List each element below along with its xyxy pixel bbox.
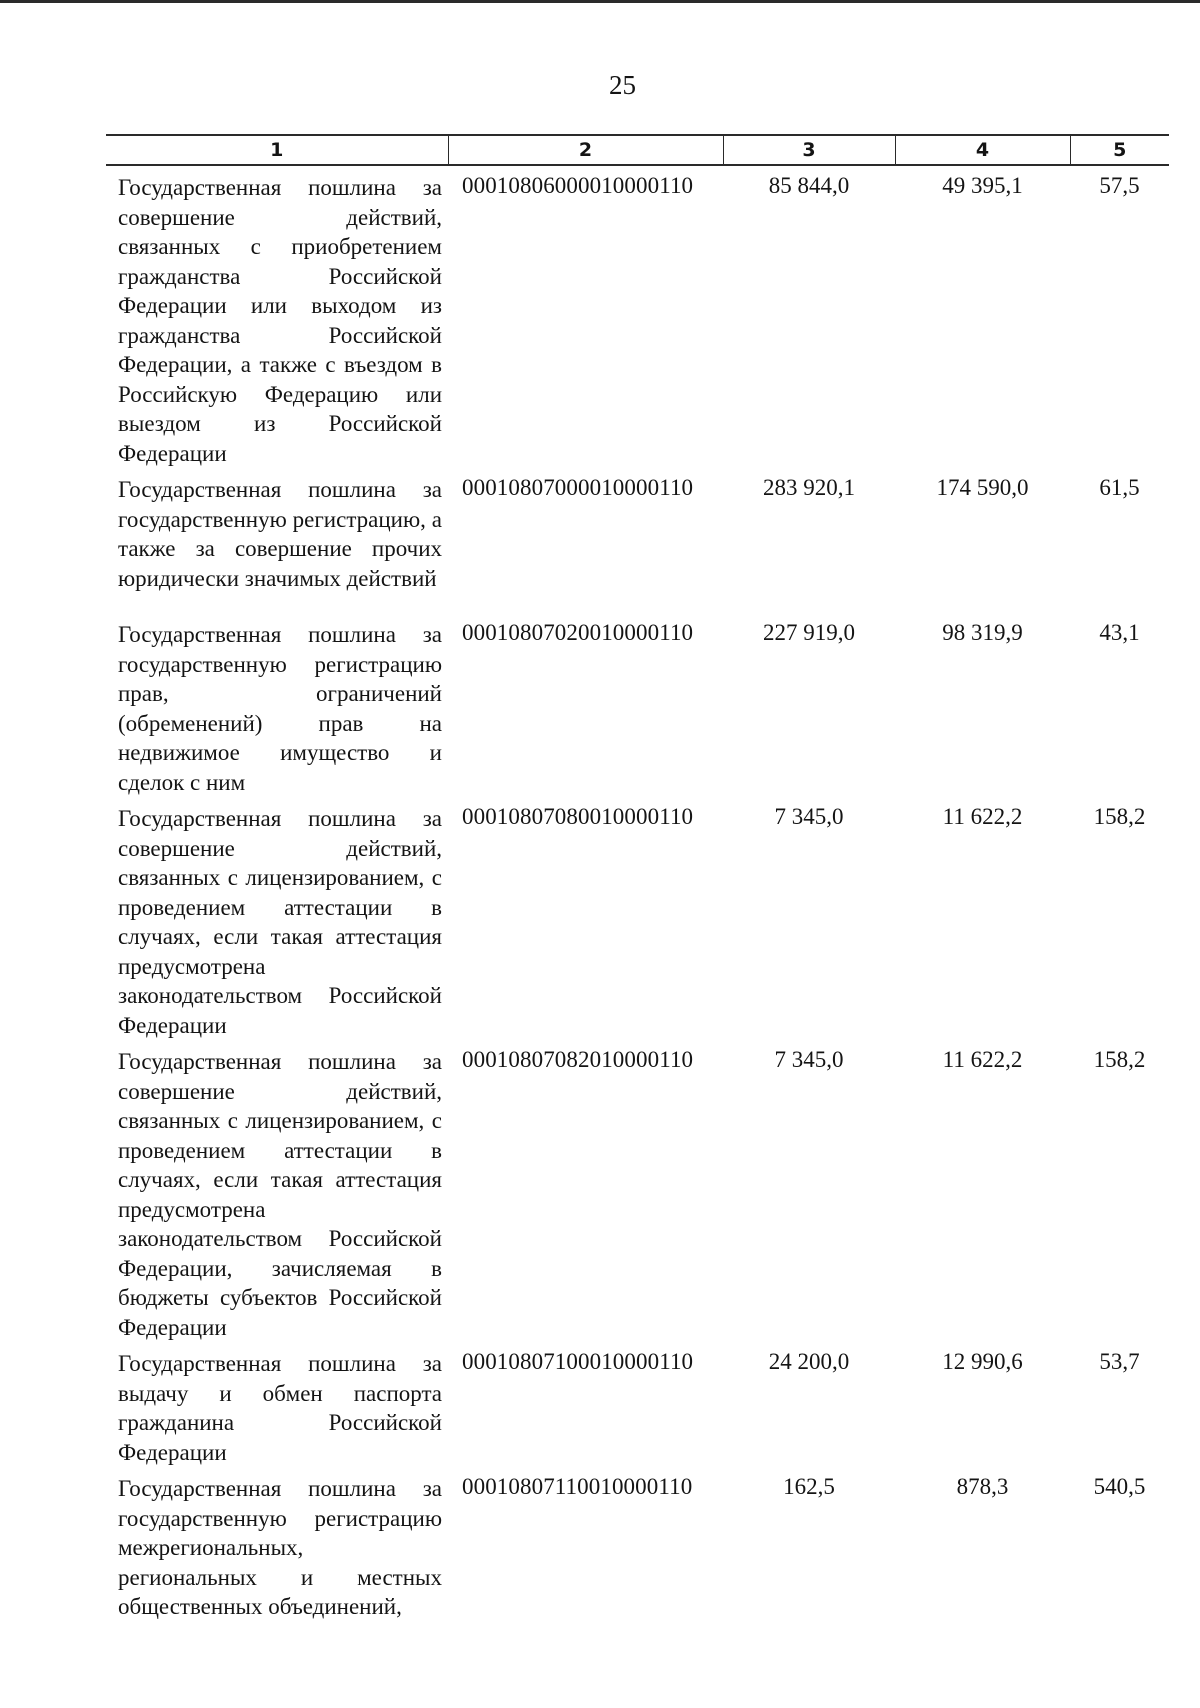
table-row: [106, 1342, 1169, 1467]
table-row: [106, 1040, 1169, 1342]
header-col-1: 1: [106, 135, 448, 165]
header-row: [106, 135, 1169, 165]
row-code: 00010807020010000110: [462, 620, 694, 645]
row-plan: 162,5: [783, 1474, 835, 1499]
table-row: [106, 1467, 1169, 1622]
row-code: 00010807080010000110: [462, 804, 694, 829]
table-row: [106, 613, 1169, 797]
page-number: 25: [609, 70, 636, 100]
row-name: Государственная пошлина за государственную регистрацию, а также за совершение прочих юридически значимых действий: [118, 477, 442, 591]
table-row: [106, 797, 1169, 1040]
header-col-5: 5: [1070, 135, 1169, 165]
row-actual: 11 622,2: [942, 804, 1023, 829]
row-percent: 53,7: [1099, 1349, 1140, 1374]
row-code: 00010806000010000110: [462, 173, 694, 198]
row-percent: 57,5: [1099, 173, 1140, 198]
row-percent: 540,5: [1093, 1474, 1146, 1499]
row-percent: 158,2: [1093, 1047, 1146, 1072]
row-name: Государственная пошлина за государственную регистрацию межрегиональных, региональных и местных общественных объединений,: [118, 1476, 442, 1619]
table-row: [106, 165, 1169, 468]
row-name: Государственная пошлина за выдачу и обмен паспорта гражданина Российской Федерации: [118, 1351, 442, 1465]
row-plan: 85 844,0: [768, 173, 850, 198]
table-body: [106, 165, 1169, 1622]
scan-top-edge: [0, 0, 1200, 3]
row-name: Государственная пошлина за совершение действий, связанных с приобретением гражданства Российской Федерации или выходом из гражданства Российской Федерации, а также с въездом в Российскую Федерацию или выездом из Российской Федерации: [118, 175, 442, 466]
row-percent: 61,5: [1099, 475, 1140, 500]
row-actual: 11 622,2: [942, 1047, 1023, 1072]
row-percent: 158,2: [1093, 804, 1146, 829]
header-col-4: 4: [895, 135, 1070, 165]
revenue-table: [106, 134, 1169, 1622]
row-plan: 227 919,0: [763, 620, 855, 645]
row-actual: 878,3: [956, 1474, 1009, 1499]
table-header: [106, 135, 1169, 165]
row-plan: 24 200,0: [768, 1349, 850, 1374]
row-name: Государственная пошлина за совершение действий, связанных с лицензированием, с проведением аттестации в случаях, если такая аттестация предусмотрена законодательством Российской Федерации: [118, 806, 442, 1038]
header-col-2: 2: [448, 135, 723, 165]
table-row: [106, 468, 1169, 613]
row-plan: 7 345,0: [774, 804, 844, 829]
row-actual: 98 319,9: [942, 620, 1023, 645]
row-code: 00010807110010000110: [462, 1474, 693, 1499]
row-percent: 43,1: [1099, 620, 1140, 645]
row-code: 00010807100010000110: [462, 1349, 694, 1374]
row-code: 00010807082010000110: [462, 1047, 694, 1072]
header-col-3: 3: [723, 135, 895, 165]
row-plan: 283 920,1: [763, 475, 855, 500]
row-plan: 7 345,0: [774, 1047, 844, 1072]
row-actual: 174 590,0: [936, 475, 1029, 500]
row-code: 00010807000010000110: [462, 475, 694, 500]
row-actual: 12 990,6: [942, 1349, 1023, 1374]
row-name: Государственная пошлина за совершение действий, связанных с лицензированием, с проведением аттестации в случаях, если такая аттестация предусмотрена законодательством Российской Федерации, зачисляемая в бюджеты субъектов Российской Федерации: [118, 1049, 442, 1340]
row-actual: 49 395,1: [942, 173, 1023, 198]
row-name: Государственная пошлина за государственную регистрацию прав, ограничений (обременений) прав на недвижимое имущество и сделок с ним: [118, 622, 442, 795]
